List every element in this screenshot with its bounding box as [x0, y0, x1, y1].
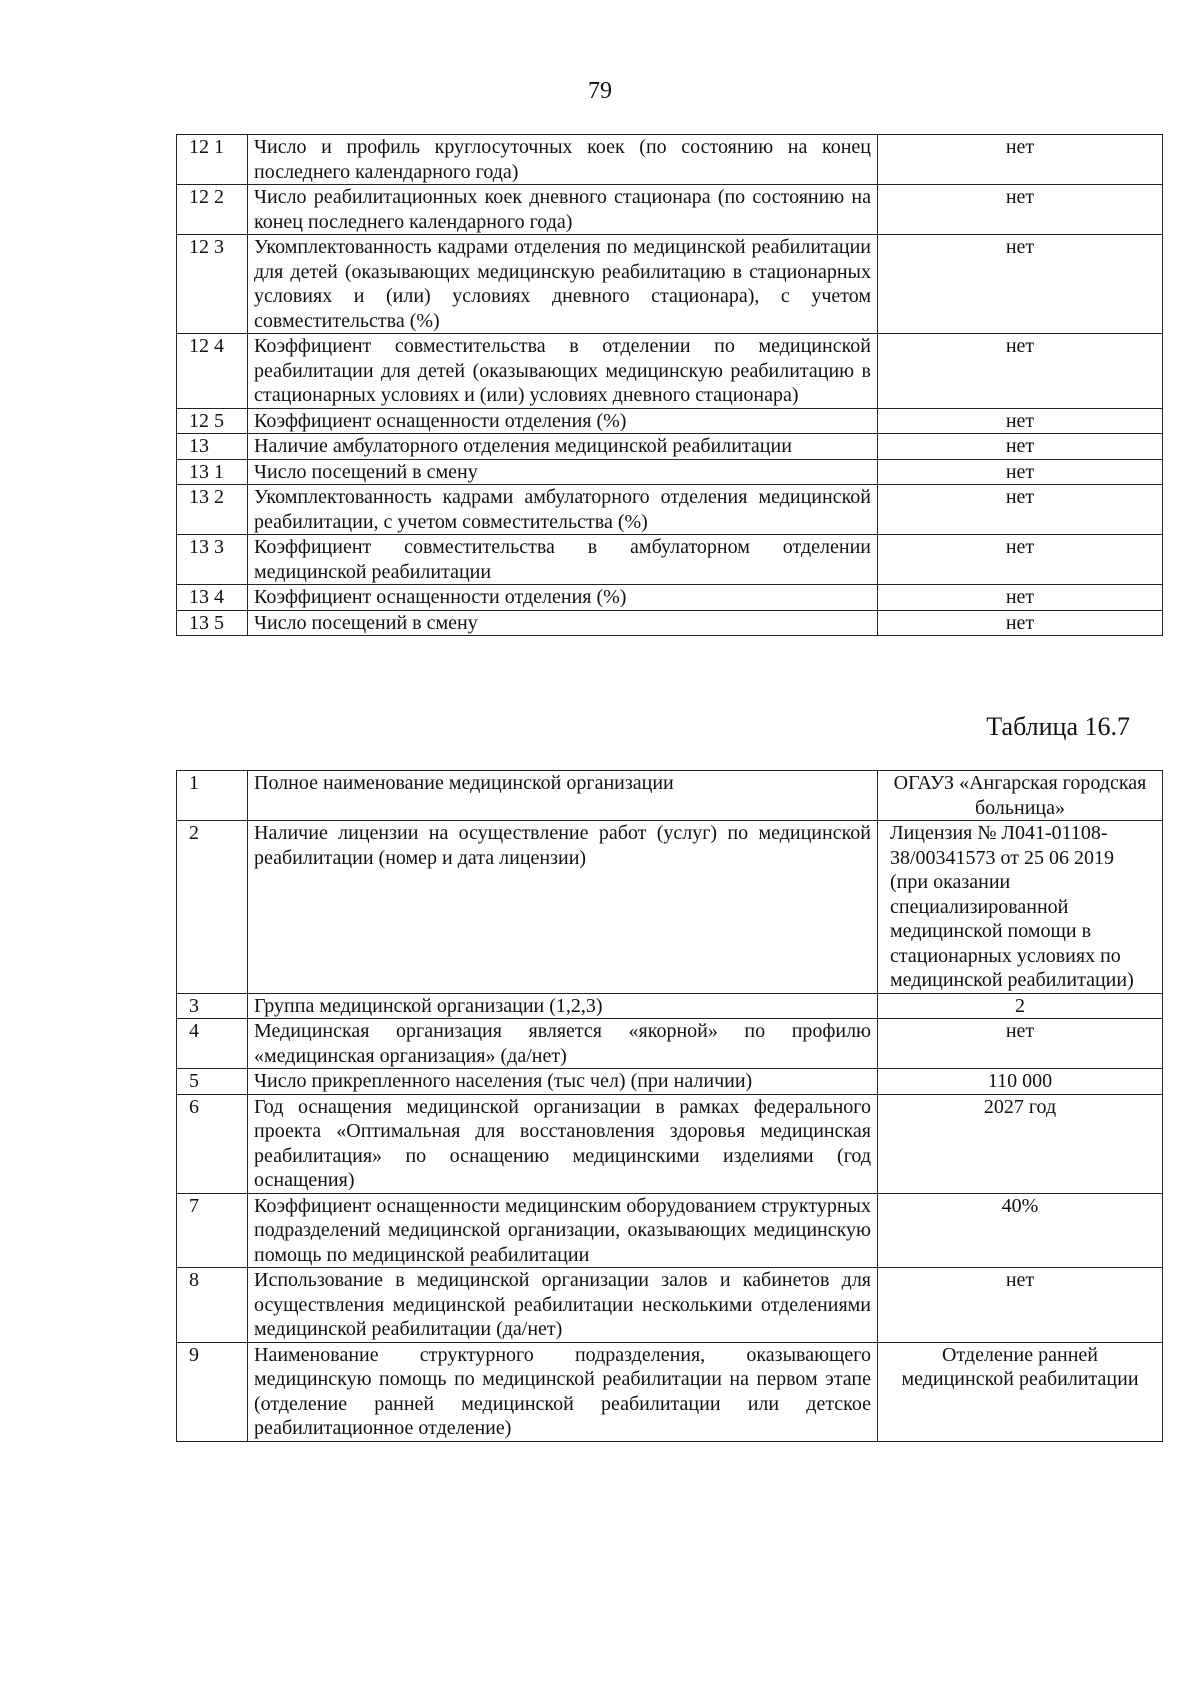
- table-row: [177, 408, 1163, 434]
- table-row: [177, 485, 1163, 535]
- page-number: 79: [588, 78, 612, 104]
- table-row: [177, 993, 1163, 1019]
- indicator-value: Отделение ранней медицинской реабилитации: [878, 1342, 1163, 1441]
- indicator-value: 2: [878, 993, 1163, 1019]
- row-number: 12 2: [177, 185, 248, 235]
- indicator-name: Медицинская организация является «якорной» по профилю «медицинская организация» (да/нет): [248, 1019, 878, 1069]
- indicator-name: Коэффициент оснащенности отделения (%): [248, 585, 878, 611]
- indicator-name: Наличие амбулаторного отделения медицинской реабилитации: [248, 434, 878, 460]
- row-number: 3: [177, 993, 248, 1019]
- indicator-value: нет: [878, 235, 1163, 334]
- indicator-value: Лицензия № Л041-01108-38/00341573 от 25 06 2019 (при оказании специализированной медицинской помощи в стационарных условиях по медицинской реабилитации): [878, 821, 1163, 994]
- table-row: [177, 135, 1163, 185]
- table-row: [177, 1342, 1163, 1441]
- table-row: [177, 459, 1163, 485]
- indicator-name: Число и профиль круглосуточных коек (по состоянию на конец последнего календарного года): [248, 135, 878, 185]
- table-row: [177, 1094, 1163, 1193]
- rehab-indicators-table: [176, 134, 1163, 636]
- row-number: 13 1: [177, 459, 248, 485]
- indicator-value: 2027 год: [878, 1094, 1163, 1193]
- indicator-name: Число реабилитационных коек дневного стационара (по состоянию на конец последнего календарного года): [248, 185, 878, 235]
- row-number: 13 2: [177, 485, 248, 535]
- table-row: [177, 1069, 1163, 1095]
- indicator-value: нет: [878, 1268, 1163, 1343]
- row-number: 6: [177, 1094, 248, 1193]
- table-row: [177, 1268, 1163, 1343]
- table-caption: Таблица 16.7: [986, 712, 1130, 741]
- row-number: 13 4: [177, 585, 248, 611]
- indicator-value: нет: [878, 185, 1163, 235]
- row-number: 12 3: [177, 235, 248, 334]
- indicator-name: Использование в медицинской организации залов и кабинетов для осуществления медицинской реабилитации несколькими отделениями медицинской реабилитации (да/нет): [248, 1268, 878, 1343]
- indicator-name: Наименование структурного подразделения, оказывающего медицинскую помощь по медицинской реабилитации на первом этапе (отделение ранней медицинской реабилитации или детское реабилитационное отделение): [248, 1342, 878, 1441]
- indicator-name: Число посещений в смену: [248, 610, 878, 636]
- indicator-value: ОГАУЗ «Ангарская городская больница»: [878, 771, 1163, 821]
- indicator-name: Коэффициент оснащенности отделения (%): [248, 408, 878, 434]
- indicator-name: Коэффициент совместительства в отделении по медицинской реабилитации для детей (оказывающих медицинскую реабилитацию в стационарных условиях и (или) условиях дневного стационара): [248, 334, 878, 409]
- row-number: 13 3: [177, 535, 248, 585]
- row-number: 4: [177, 1019, 248, 1069]
- indicator-value: нет: [878, 135, 1163, 185]
- row-number: 12 4: [177, 334, 248, 409]
- row-number: 9: [177, 1342, 248, 1441]
- organization-info-table: [176, 770, 1163, 1442]
- row-number: 13: [177, 434, 248, 460]
- table-row: [177, 185, 1163, 235]
- indicator-value: нет: [878, 535, 1163, 585]
- indicator-value: нет: [878, 1019, 1163, 1069]
- indicator-name: Укомплектованность кадрами отделения по медицинской реабилитации для детей (оказывающих медицинскую реабилитацию в стационарных условиях и (или) условиях дневного стационара), с учетом совместительства (%): [248, 235, 878, 334]
- indicator-value: нет: [878, 610, 1163, 636]
- indicator-name: Коэффициент оснащенности медицинским оборудованием структурных подразделений медицинской организации, оказывающих медицинскую помощь по медицинской реабилитации: [248, 1193, 878, 1268]
- indicator-value: нет: [878, 334, 1163, 409]
- table-row: [177, 434, 1163, 460]
- table-row: [177, 535, 1163, 585]
- indicator-value: нет: [878, 459, 1163, 485]
- row-number: 7: [177, 1193, 248, 1268]
- indicator-value: нет: [878, 485, 1163, 535]
- row-number: 5: [177, 1069, 248, 1095]
- row-number: 2: [177, 821, 248, 994]
- row-number: 12 1: [177, 135, 248, 185]
- table-row: [177, 821, 1163, 994]
- table-row: [177, 1193, 1163, 1268]
- indicator-name: Группа медицинской организации (1,2,3): [248, 993, 878, 1019]
- indicator-value: 110 000: [878, 1069, 1163, 1095]
- indicator-name: Коэффициент совместительства в амбулаторном отделении медицинской реабилитации: [248, 535, 878, 585]
- table-row: [177, 585, 1163, 611]
- indicator-name: Полное наименование медицинской организации: [248, 771, 878, 821]
- indicator-value: нет: [878, 408, 1163, 434]
- row-number: 12 5: [177, 408, 248, 434]
- row-number: 8: [177, 1268, 248, 1343]
- row-number: 13 5: [177, 610, 248, 636]
- indicator-value: нет: [878, 585, 1163, 611]
- table-row: [177, 610, 1163, 636]
- table-row: [177, 1019, 1163, 1069]
- indicator-name: Укомплектованность кадрами амбулаторного отделения медицинской реабилитации, с учетом совместительства (%): [248, 485, 878, 535]
- row-number: 1: [177, 771, 248, 821]
- indicator-name: Год оснащения медицинской организации в рамках федерального проекта «Оптимальная для восстановления здоровья медицинская реабилитация» по оснащению медицинскими изделиями (год оснащения): [248, 1094, 878, 1193]
- indicator-name: Число прикрепленного населения (тыс чел) (при наличии): [248, 1069, 878, 1095]
- table-row: [177, 235, 1163, 334]
- table-row: [177, 334, 1163, 409]
- indicator-value: нет: [878, 434, 1163, 460]
- indicator-value: 40%: [878, 1193, 1163, 1268]
- indicator-name: Число посещений в смену: [248, 459, 878, 485]
- indicator-name: Наличие лицензии на осуществление работ (услуг) по медицинской реабилитации (номер и дата лицензии): [248, 821, 878, 994]
- table-row: [177, 771, 1163, 821]
